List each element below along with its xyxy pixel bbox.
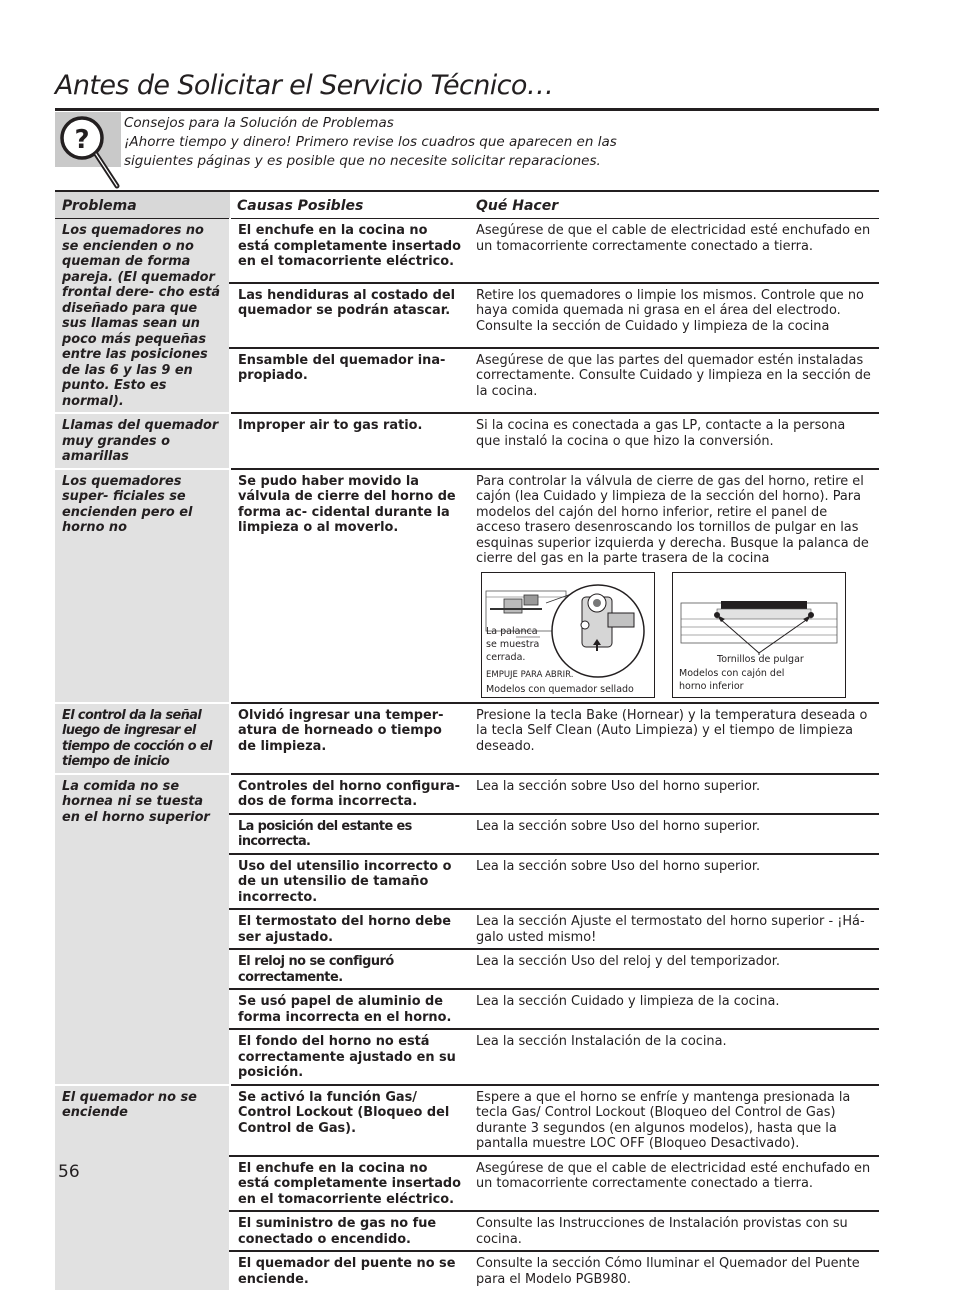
action-cell: Lea la sección Ajuste el termostato del horno superior - ¡Há- galo usted mismo! [469, 909, 879, 949]
header-problem: Problema [55, 191, 230, 219]
intro-line: ¡Ahorre tiempo y dinero! Primero revise los cuadros que aparecen en las [124, 133, 617, 152]
action-cell: Asegúrese de que el cable de electricidad esté enchufado en un tomacorriente correctamente conectado a tierra. [469, 219, 879, 283]
troubleshooting-table [55, 190, 879, 1290]
action-cell: Lea la sección Uso del reloj y del temporizador. [469, 949, 879, 989]
table-row [55, 413, 879, 469]
cause-cell: Se pudo haber movido la válvula de cierre del horno de forma ac- cidental durante la limpieza o al moverlo. [230, 469, 469, 703]
action-cell: Retire los quemadores o limpie los mismos. Controle que no haya comida quemada ni grasa en el área del electrodo. Consulte la sección de Cuidado y limpieza de la cocina [469, 283, 879, 348]
table-header-row [55, 191, 879, 219]
cause-cell: La posición del estante es incorrecta. [230, 814, 469, 854]
question-mark-magnifier-icon [55, 112, 121, 190]
push-to-open-label: EMPUJE PARA ABRIR. [486, 669, 573, 682]
cause-cell: El enchufe en la cocina no está completamente insertado en el tomacorriente eléctrico. [230, 219, 469, 283]
sealed-burner-figure [481, 572, 655, 698]
thumb-screw-label: Tornillos de pulgar [717, 653, 804, 666]
table-row [55, 703, 879, 774]
cause-cell: El quemador del puente no se enciende. [230, 1251, 469, 1290]
problem-cell: El control da la señal luego de ingresar el tiempo de cocción o el tiempo de inicio [55, 703, 230, 774]
action-cell [469, 469, 879, 703]
action-cell: Lea la sección Instalación de la cocina. [469, 1029, 879, 1085]
cause-cell: Ensamble del quemador ina- propiado. [230, 348, 469, 413]
problem-cell: Llamas del quemador muy grandes o amarillas [55, 413, 230, 469]
cause-cell: El termostato del horno debe ser ajustado. [230, 909, 469, 949]
table-row [55, 219, 879, 283]
action-cell: Presione la tecla Bake (Hornear) y la temperatura deseada o la tecla Self Clean (Auto Limpieza) y el tiempo de limpieza deseado. [469, 703, 879, 774]
action-cell: Asegúrese de que las partes del quemador estén instaladas correctamente. Consulte Cuidado y limpieza en la sección de la cocina. [469, 348, 879, 413]
cause-cell: El suministro de gas no fue conectado o encendido. [230, 1211, 469, 1251]
intro-line: siguientes páginas y es posible que no necesite solicitar reparaciones. [124, 152, 617, 171]
cause-cell: Se activó la función Gas/ Control Lockout (Bloqueo del Control de Gas). [230, 1085, 469, 1156]
problem-cell: El quemador no se enciende [55, 1085, 230, 1290]
valve-callout-label: La palanca se muestra cerrada. [486, 625, 544, 664]
problem-cell: La comida no se hornea ni se tuesta en el horno superior [55, 774, 230, 1085]
cause-cell: El fondo del horno no está correctamente ajustado en su posición. [230, 1029, 469, 1085]
action-cell: Lea la sección sobre Uso del horno superior. [469, 814, 879, 854]
cause-cell: El enchufe en la cocina no está completamente insertado en el tomacorriente eléctrico. [230, 1156, 469, 1212]
action-cell: Lea la sección sobre Uso del horno superior. [469, 774, 879, 814]
cause-cell: Uso del utensilio incorrecto o de un utensilio de tamaño incorrecto. [230, 854, 469, 910]
title-divider [55, 108, 879, 111]
cause-cell: El reloj no se configuró correctamente. [230, 949, 469, 989]
table-row [55, 1085, 879, 1156]
table-row [55, 774, 879, 814]
cause-cell: Las hendiduras al costado del quemador se podrán atascar. [230, 283, 469, 348]
page-title: Antes de Solicitar el Servicio Técnico… [55, 70, 553, 101]
problem-cell: Los quemadores no se encienden o no queman de forma pareja. (El quemador frontal dere- cho está diseñado para que sus llamas sean un poco más pequeñas entre las posiciones de las 6 y las 9 en punto. Esto es normal). [55, 219, 230, 414]
problem-cell: Los quemadores super- ficiales se encienden pero el horno no [55, 469, 230, 703]
action-cell: Asegúrese de que el cable de electricidad esté enchufado en un tomacorriente correctamente conectado a tierra. [469, 1156, 879, 1212]
header-causes: Causas Posibles [230, 191, 469, 219]
cause-cell: Improper air to gas ratio. [230, 413, 469, 469]
action-cell: Si la cocina es conectada a gas LP, contacte a la persona que instaló la cocina o que hizo la conversión. [469, 413, 879, 469]
table-row [55, 469, 879, 703]
action-cell: Espere a que el horno se enfríe y mantenga presionada la tecla Gas/ Control Lockout (Bloqueo del Control de Gas) durante 3 segundos (en algunos modelos), hasta que la pantalla muestre LOC OFF (Bloqueo Desactivado). [469, 1085, 879, 1156]
header-action: Qué Hacer [469, 191, 879, 219]
action-cell: Consulte la sección Cómo Iluminar el Quemador del Puente para el Modelo PGB980. [469, 1251, 879, 1290]
valve-figures [481, 572, 872, 698]
svg-text:?: ? [74, 125, 89, 155]
intro-text [124, 114, 617, 171]
lower-drawer-figure [672, 572, 846, 698]
figure-caption: Modelos con cajón del horno inferior [679, 667, 809, 693]
page-number: 56 [58, 1162, 80, 1182]
action-text: Para controlar la válvula de cierre de gas del horno, retire el cajón (lea Cuidado y limpieza de la sección del horno). Para modelos del cajón del horno inferior, retire el panel de acceso trasero desenroscando los tornillos de pulgar en las esquinas superior izquierda y derecha. Busque la palanca de cierre del gas en la parte trasera de la cocina [476, 474, 872, 567]
action-cell: Lea la sección sobre Uso del horno superior. [469, 854, 879, 910]
action-cell: Consulte las Instrucciones de Instalación provistas con su cocina. [469, 1211, 879, 1251]
action-cell: Lea la sección Cuidado y limpieza de la cocina. [469, 989, 879, 1029]
cause-cell: Se usó papel de aluminio de forma incorrecta en el horno. [230, 989, 469, 1029]
figure-caption: Modelos con quemador sellado [486, 683, 634, 696]
cause-cell: Olvidó ingresar una temper- atura de horneado o tiempo de limpieza. [230, 703, 469, 774]
intro-heading: Consejos para la Solución de Problemas [124, 114, 617, 133]
cause-cell: Controles del horno configura- dos de forma incorrecta. [230, 774, 469, 814]
